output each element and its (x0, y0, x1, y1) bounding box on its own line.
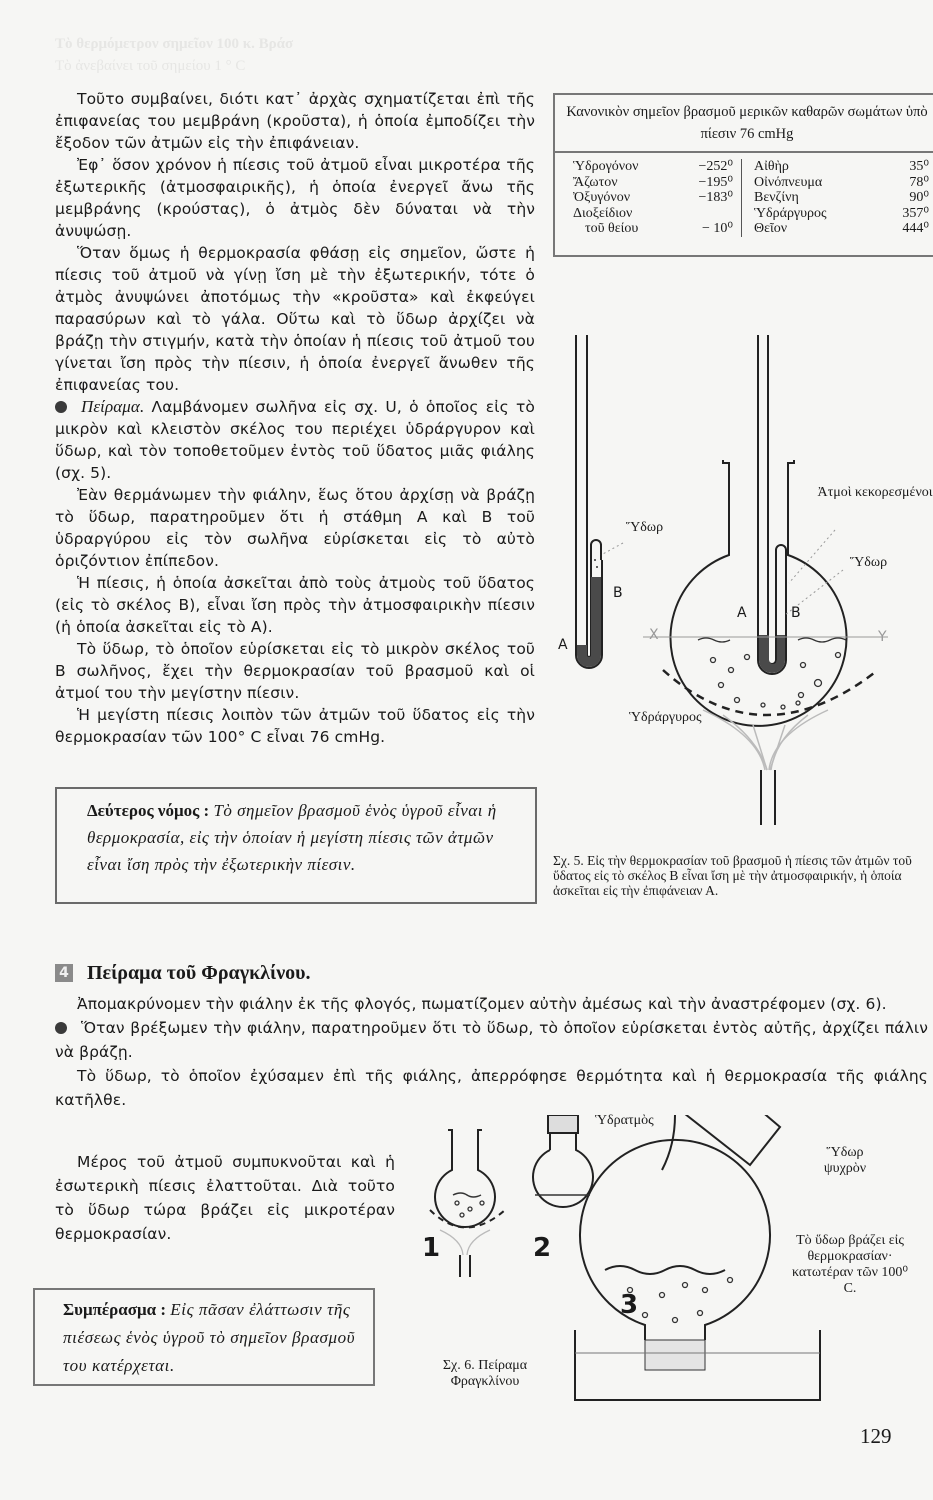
label-a-flask: A (737, 605, 747, 621)
bullet-icon (55, 1022, 67, 1034)
law-text: Τὸ σημεῖον βρασμοῦ ἑνὸς ὑγροῦ εἶναι ἡ θερμοκρασία, εἰς τὴν ὁποίαν ἡ μεγίστη πίεσις τῶν ἀτμῶν εἶναι ἴση πρὸς τὴν ἐξωτερικὴν πίεσιν. (87, 801, 497, 874)
table-row (754, 206, 929, 222)
paragraph: Ἡ πίεσις, ἡ ὁποία ἀσκεῖται ἀπὸ τοὺς ἀτμοὺς τοῦ ὕδατος (εἰς τὸ σκέλος Β), εἶναι ἴση πρὸς τὴν ἀτμοσφαιρικὴν πίεσιν (ἡ ὁποία ἀσκεῖται εἰς τὸ Α). (55, 574, 535, 636)
paragraph: Τὸ ὕδωρ, τὸ ὁποῖον ἐχύσαμεν ἐπὶ τῆς φιάλης, ἀπερρόφησε θερμότητα καὶ ἡ θερμοκρασία τῆς φιάλης κατῆλθε. (55, 1067, 928, 1109)
boiling-value: 444⁰ (902, 221, 929, 236)
figure-5 (553, 315, 933, 845)
table-row (573, 206, 733, 222)
figure-5-caption: Σχ. 5. Εἰς τὴν θερμοκρασίαν τοῦ βρασμοῦ ἡ πίεσις τῶν ἀτμῶν τοῦ ὕδατος εἰς τὸ σκέλος Β εἶναι ἴση μὲ τὴν ἀτμοσφαιρικήν, ἡ ὁποία ἀσκεῖται εἰς τὴν ἐπιφάνειαν Α. (553, 853, 912, 898)
substance-name: Οἰνόπνευμα (754, 174, 823, 190)
substance-name: Διοξείδιον (573, 205, 633, 221)
table-row (573, 190, 733, 206)
boiling-value: 90⁰ (909, 190, 929, 205)
figure-number-1: 1 (422, 1233, 441, 1263)
experiment-text: Λαμβάνομεν σωλῆνα εἰς σχ. U, ὁ ὁποῖος εἰς τὸ μικρὸν καὶ κλειστὸν σκέλος του περιέχει ὑδράργυρον καὶ ὕδωρ, καὶ τὸν τοποθετοῦμεν ἐντὸς τοῦ ὕδατος μιᾶς φιάλης (σχ. 5). (55, 398, 535, 482)
label-y: Y (878, 629, 887, 645)
label-mercury: Ὑδράργυρος (629, 710, 702, 725)
u-tube-flask-illustration (553, 315, 933, 845)
figure-number-3: 3 (620, 1290, 639, 1320)
paragraph: Ὅταν ὅμως ἡ θερμοκρασία φθάσῃ εἰς σημεῖον, ὥστε ἡ πίεσις τοῦ ἀτμοῦ νὰ γίνῃ ἴση μὲ τὴν ἐξωτερικήν, τότε ὁ ἀτμὸς ἀνυψώνει ἀποτόμως τὴν «κροῦστα» καὶ ἐκφεύγει παρασύρων καὶ τὸ γάλα. Οὕτω καὶ τὸ ὕδωρ ἀρχίζει νὰ βράζῃ τὴν στιγμήν, κατὰ τὴν ὁποίαν ἡ πίεσις τοῦ ἀτμοῦ του γίνεται ἴση πρὸς τὴν πίεσιν, ἡ ὁποία ἐνεργεῖ ἄνωθεν τῆς ἐπιφανείας του. (55, 244, 535, 394)
paragraph: Ἐφ᾽ ὅσον χρόνον ἡ πίεσις τοῦ ἀτμοῦ εἶναι μικροτέρα τῆς ἐξωτερικῆς (ἀτμοσφαιρικῆς), ἡ ὁποία ἐνεργεῖ ἄνω τῆς μεμβράνης (κρούστας), ὁ ἀτμὸς δὲν δύναται νὰ τὴν ἀνυψώσῃ. (55, 156, 535, 240)
boiling-value: −183⁰ (698, 190, 733, 205)
substance-name: Ὑδράργυρος (754, 205, 827, 221)
table-caption: Κανονικὸν σημεῖον βρασμοῦ μερικῶν καθαρῶν σωμάτων ὑπὸ πίεσιν 76 cmHg (555, 95, 933, 153)
conclusion-text: Εἰς πᾶσαν ἐλάττωσιν τῆς πιέσεως ἑνὸς ὑγροῦ τὸ σημεῖον βρασμοῦ του κατέρχεται. (63, 1300, 356, 1375)
table-column-right (742, 159, 929, 237)
table-row (573, 159, 733, 175)
experiment-paragraph (55, 396, 535, 484)
substance-name: Βενζίνη (754, 190, 799, 205)
label-water-left: Ὕδωρ (626, 520, 664, 535)
boiling-value: −195⁰ (698, 174, 733, 190)
ghost-text: Τὸ ἀνεβαίνει τοῦ σημείου 1 ° C (55, 58, 246, 74)
substance-name: Ὑδρογόνον (573, 159, 639, 174)
left-column (55, 88, 535, 748)
page-number: 129 (860, 1424, 892, 1448)
boiling-points-table (553, 93, 933, 257)
boiling-value: 78⁰ (909, 174, 929, 190)
boiling-value: 357⁰ (902, 205, 929, 221)
substance-name: τοῦ θείου (585, 221, 639, 236)
table-row (754, 159, 929, 175)
figure-number-2: 2 (533, 1233, 552, 1263)
label-water-right: Ὕδωρ (850, 555, 888, 570)
paragraph: Ἐὰν θερμάνωμεν τὴν φιάλην, ἕως ὅτου ἀρχίσῃ νὰ βράζῃ τὸ ὕδωρ, παρατηροῦμεν ὅτι ἡ στάθμη Α καὶ Β τοῦ ὑδραργύρου εἰς τὸν σωλῆνα εὑρίσκεται εἰς τὸ αὐτὸ ὁριζόντιον ἐπίπεδον. (55, 486, 535, 570)
paragraph: Μέρος τοῦ ἀτμοῦ συμπυκνοῦται καὶ ἡ ἐσωτερικὴ πίεσις ἐλαττοῦται. Διὰ τοῦτο τὸ ὕδωρ τώρα βράζει εἰς μικροτέραν θερμοκρασίαν. (55, 1153, 395, 1243)
substance-name: Αἰθὴρ (754, 159, 789, 174)
section-number-badge: 4 (55, 964, 73, 982)
paragraph: Τὸ ὕδωρ, τὸ ὁποῖον εὑρίσκεται εἰς τὸ μικρὸν σκέλος τοῦ Β σωλῆνος, ἔχει τὴν θερμοκρασίαν τοῦ βρασμοῦ καὶ οἱ ἀτμοί του τὴν μεγίστην πίεσιν. (55, 640, 535, 702)
paragraph (55, 1016, 928, 1064)
bullet-icon (55, 401, 67, 413)
substance-name: Θεῖον (754, 221, 788, 236)
table-row (754, 190, 929, 206)
table-row (573, 175, 733, 191)
second-law-box (55, 787, 537, 904)
ghost-text: Τὸ θερμόμετρον σημεῖον 100 κ. Βράσ (55, 36, 294, 52)
conclusion-box (33, 1288, 375, 1386)
label-b-left: B (613, 585, 623, 601)
table-column-left (573, 159, 742, 237)
label-boils-lower-temp: Τὸ ὕδωρ βράζει εἰς θερμοκρασίαν· κατωτέραν τῶν 100⁰ C. (791, 1233, 909, 1296)
section-4-continued (55, 1150, 395, 1246)
table-row (754, 175, 929, 191)
boiling-value: −252⁰ (698, 159, 733, 174)
paragraph-text: Ὅταν βρέξωμεν τὴν φιάλην, παρατηροῦμεν ὅτι τὸ ὕδωρ, τὸ ὁποῖον εὑρίσκεται ἐντὸς αὐτῆς, ἀρχίζει πάλιν νὰ βράζῃ. (55, 1019, 928, 1061)
label-cold-water: Ὕδωρ ψυχρὸν (823, 1145, 867, 1176)
section-title: Πείραμα τοῦ Φραγκλίνου. (87, 962, 311, 984)
conclusion-title: Συμπέρασμα : (63, 1300, 167, 1319)
paragraph: Ἀπομακρύνομεν τὴν φιάλην ἐκ τῆς φλογός, πωματίζομεν αὐτὴν ἀμέσως καὶ τὴν ἀναστρέφομεν (σχ. 6). (77, 995, 887, 1013)
table-row (754, 221, 929, 237)
boiling-value: 35⁰ (909, 159, 929, 174)
label-water-vapor: Ὑδρατμὸς (595, 1113, 654, 1128)
paragraph: Τοῦτο συμβαίνει, διότι κατ᾽ ἀρχὰς σχηματίζεται ἐπὶ τῆς ἐπιφανείας του μεμβράνη (κροῦστα), ἡ ὁποία ἐμποδίζει τὴν ἔξοδον τῶν ἀτμῶν εἰς τὴν ἐπιφάνειαν. (55, 90, 535, 152)
law-title: Δεύτερος νόμος : (87, 801, 210, 820)
label-a-left: A (558, 637, 568, 653)
table-row (573, 221, 733, 237)
experiment-label: Πείραμα. (81, 397, 145, 416)
label-saturated-vapors: Ἀτμοὶ κεκορεσμένοι (817, 485, 933, 500)
figure-6-caption: Σχ. 6. Πείραμα Φραγκλίνου (442, 1358, 528, 1389)
label-b-flask: B (791, 605, 801, 621)
paragraph: Ἡ μεγίστη πίεσις λοιπὸν τῶν ἀτμῶν τοῦ ὕδατος εἰς τὴν θερμοκρασίαν τῶν 100° C εἶναι 76 cmHg. (55, 706, 535, 746)
boiling-value: − 10⁰ (701, 221, 733, 236)
substance-name: Ἄζωτον (573, 174, 618, 190)
label-x: X (649, 627, 659, 643)
section-4-body (55, 990, 928, 1112)
section-heading (55, 962, 311, 985)
substance-name: Ὀξυγόνον (573, 190, 631, 205)
